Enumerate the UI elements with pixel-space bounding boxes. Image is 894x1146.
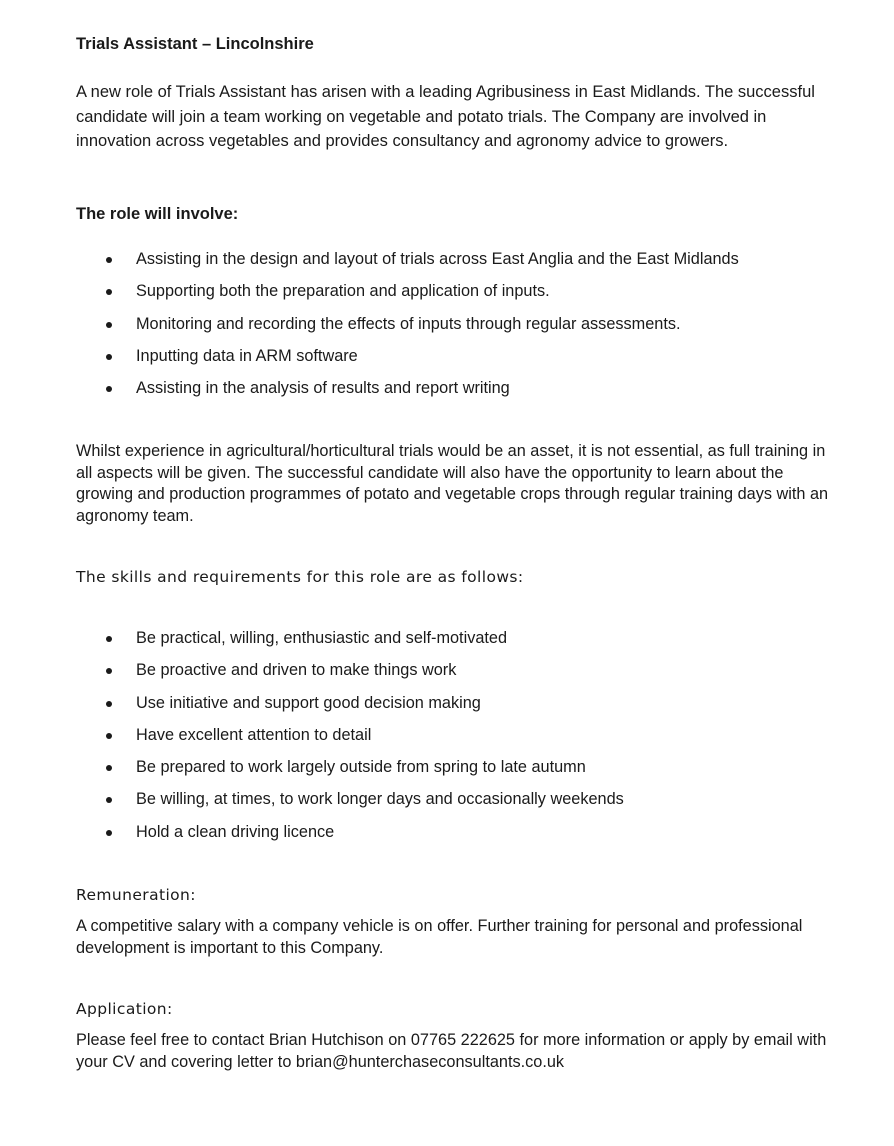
list-item-text: Use initiative and support good decision making <box>136 693 481 712</box>
list-item-text: Assisting in the analysis of results and report writing <box>136 379 510 398</box>
list-item-text: Be willing, at times, to work longer days and occasionally weekends <box>136 790 624 809</box>
bullet-icon <box>106 386 112 392</box>
list-item <box>76 378 739 410</box>
skills-list <box>76 628 624 854</box>
list-item-text: Assisting in the design and layout of trials across East Anglia and the East Midlands <box>136 250 739 268</box>
document-title: Trials Assistant – Lincolnshire <box>76 35 314 53</box>
remuneration-paragraph: A competitive salary with a company vehicle is on offer. Further training for personal and professional development is important to this Company. <box>76 917 803 957</box>
list-item-text: Monitoring and recording the effects of inputs through regular assessments. <box>136 314 681 333</box>
bullet-icon <box>106 354 112 360</box>
bullet-icon <box>106 830 112 836</box>
list-item <box>76 725 624 757</box>
role-list <box>76 249 739 410</box>
list-item <box>76 346 739 378</box>
list-item <box>76 249 739 281</box>
list-item-text: Be practical, willing, enthusiastic and self-motivated <box>136 629 508 647</box>
remuneration-heading: Remuneration: <box>76 886 196 904</box>
bullet-icon <box>106 257 112 263</box>
list-item <box>76 628 624 660</box>
list-item-text: Supporting both the preparation and application of inputs. <box>136 282 550 301</box>
list-item <box>76 693 624 725</box>
list-item-text: Inputting data in ARM software <box>136 346 358 365</box>
list-item <box>76 789 624 821</box>
list-item-text: Have excellent attention to detail <box>136 725 372 744</box>
skills-heading: The skills and requirements for this role are as follows: <box>76 568 524 586</box>
list-item <box>76 757 624 789</box>
role-heading: The role will involve: <box>76 205 239 223</box>
list-item <box>76 314 739 346</box>
bullet-icon <box>106 733 112 739</box>
bullet-icon <box>106 765 112 771</box>
bullet-icon <box>106 289 112 295</box>
list-item <box>76 660 624 692</box>
list-item <box>76 822 624 854</box>
bullet-icon <box>106 701 112 707</box>
list-item-text: Be proactive and driven to make things work <box>136 661 457 680</box>
bullet-icon <box>106 797 112 803</box>
application-paragraph: Please feel free to contact Brian Hutchison on 07765 222625 for more information or apply by email with your CV and covering letter to brian@hunterchaseconsultants.co.uk <box>76 1031 827 1071</box>
bullet-icon <box>106 322 112 328</box>
list-item <box>76 281 739 313</box>
bullet-icon <box>106 636 112 642</box>
experience-paragraph: Whilst experience in agricultural/horticultural trials would be an asset, it is not essential, as full training in all aspects will be given. The successful candidate will also have the opportunity to learn about the growing and production programmes of potato and vegetable crops through regular training days with an agronomy team. <box>76 442 829 525</box>
list-item-text: Hold a clean driving licence <box>136 822 335 841</box>
application-heading: Application: <box>76 1000 173 1018</box>
bullet-icon <box>106 668 112 674</box>
intro-paragraph: A new role of Trials Assistant has arisen with a leading Agribusiness in East Midlands. The successful candidate will join a team working on vegetable and potato trials. The Company are involved in innovation across vegetables and provides consultancy and agronomy advice to growers. <box>76 83 815 150</box>
list-item-text: Be prepared to work largely outside from spring to late autumn <box>136 758 586 777</box>
